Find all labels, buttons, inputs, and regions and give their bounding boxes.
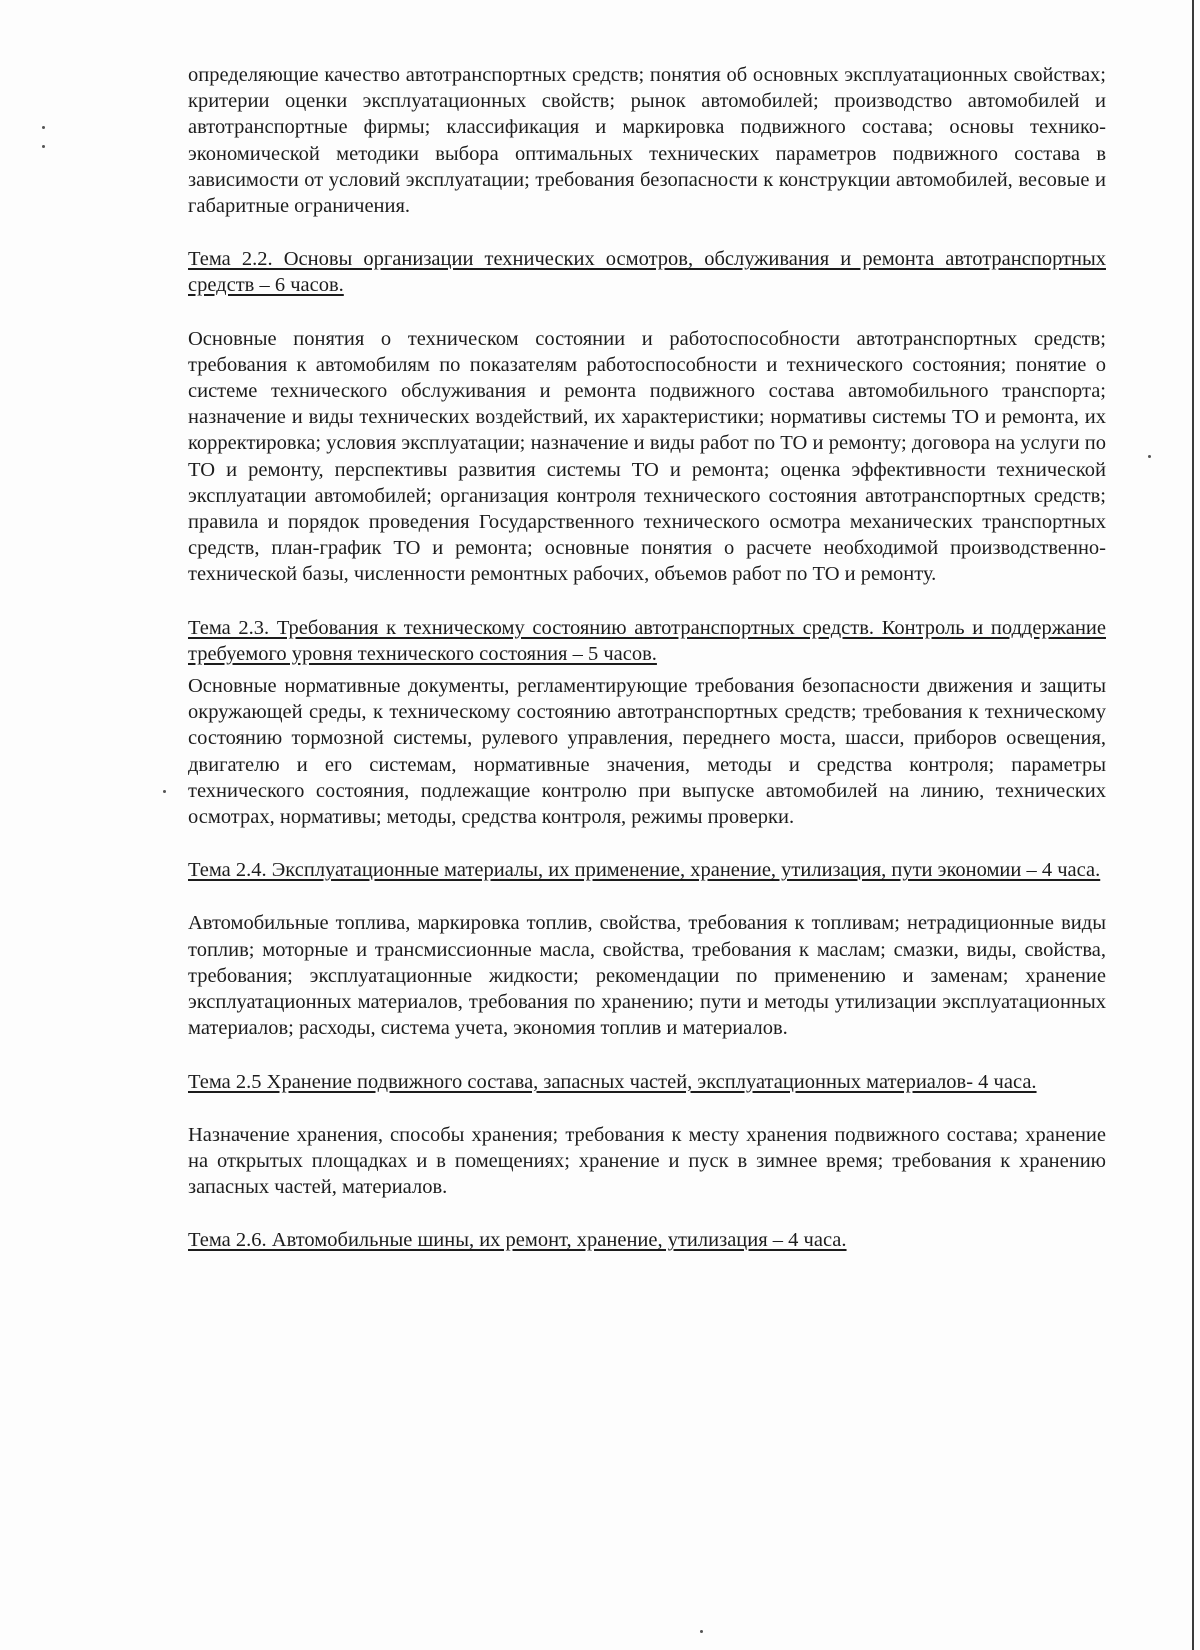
topic-2-2-heading: Тема 2.2. Основы организации технических осмотров, обслуживания и ремонта автотранспортных средств – 6 часов. [188,248,1106,297]
topic-2-5-heading: Тема 2.5 Хранение подвижного состава, запасных частей, эксплуатационных материалов- 4 часа. [188,1070,1037,1093]
topic-2-4-body: Автомобильные топлива, маркировка топлив, свойства, требования к топливам; нетрадиционные виды топлив; моторные и трансмиссионные масла, свойства, требования к маслам; смазки, виды, свойства, требования; эксплуатационные жидкости; рекомендации по применению и заменам; хранение эксплуатационных материалов, требования по хранению; пути и методы утилизации эксплуатационных материалов; расходы, система учета, экономия топлив и материалов. [188,912,1106,1040]
scan-speck [163,790,166,793]
scan-edge-line [1192,0,1194,1650]
topic-2-4-heading: Тема 2.4. Эксплуатационные материалы, их применение, хранение, утилизация, пути экономии – 4 часа. [188,859,1101,882]
topic-2-2-body: Основные понятия о техническом состоянии и работоспособности автотранспортных средств; требования к автомобилям по показателям работоспособности и технического состояния; понятие о системе технического обслуживания и ремонта подвижного состава автомобильного транспорта; назначение и виды технических воздействий, их характеристики; нормативы системы ТО и ремонта, их корректировка; условия эксплуатации; назначение и виды работ по ТО и ремонту; договора на услуги по ТО и ремонту, перспективы развития системы ТО и ремонта; оценка эффективности технической эксплуатации автомобилей; организация контроля технического состояния автотранспортных средств; правила и порядок проведения Государственного технического осмотра механических транспортных средств, план-график ТО и ремонта; основные понятия о расчете необходимой производственно-технической базы, численности ремонтных рабочих, объемов работ по ТО и ремонту. [188,327,1106,586]
intro-paragraph: определяющие качество автотранспортных средств; понятия об основных эксплуатационных свойствах; критерии оценки эксплуатационных свойств; рынок автомобилей; производство автомобилей и автотранспортные фирмы; классификация и маркировка подвижного состава; основы технико-экономической методики выбора оптимальных технических параметров подвижного состава в зависимости от условий эксплуатации; требования безопасности к конструкции автомобилей, весовые и габаритные ограничения. [188,64,1106,218]
scan-speck [1148,455,1151,458]
topic-2-6-heading: Тема 2.6. Автомобильные шины, их ремонт, хранение, утилизация – 4 часа. [188,1229,847,1252]
topic-2-5-body: Назначение хранения, способы хранения; требования к месту хранения подвижного состава; хранение на открытых площадках и в помещениях; хранение и пуск в зимнее время; требования к хранению запасных частей, материалов. [188,1123,1106,1199]
scan-speck [42,126,45,129]
scan-speck [700,1630,703,1633]
document-body [188,62,1106,1254]
topic-2-3-body: Основные нормативные документы, регламентирующие требования безопасности движения и защиты окружающей среды, к техническому состоянию автотранспортных средств; требования к техническому состоянию тормозной системы, рулевого управления, переднего моста, шасси, приборов освещения, двигателю и его системам, нормативные значения, методы и средства контроля; параметры технического состояния, подлежащие контролю при выпуске автомобилей на линию, технических осмотрах, нормативы; методы, средства контроля, режимы проверки. [188,675,1106,829]
topic-2-3-heading: Тема 2.3. Требования к техническому состоянию автотранспортных средств. Контроль и поддержание требуемого уровня технического состояния – 5 часов. [188,616,1106,665]
scan-speck [42,145,45,148]
